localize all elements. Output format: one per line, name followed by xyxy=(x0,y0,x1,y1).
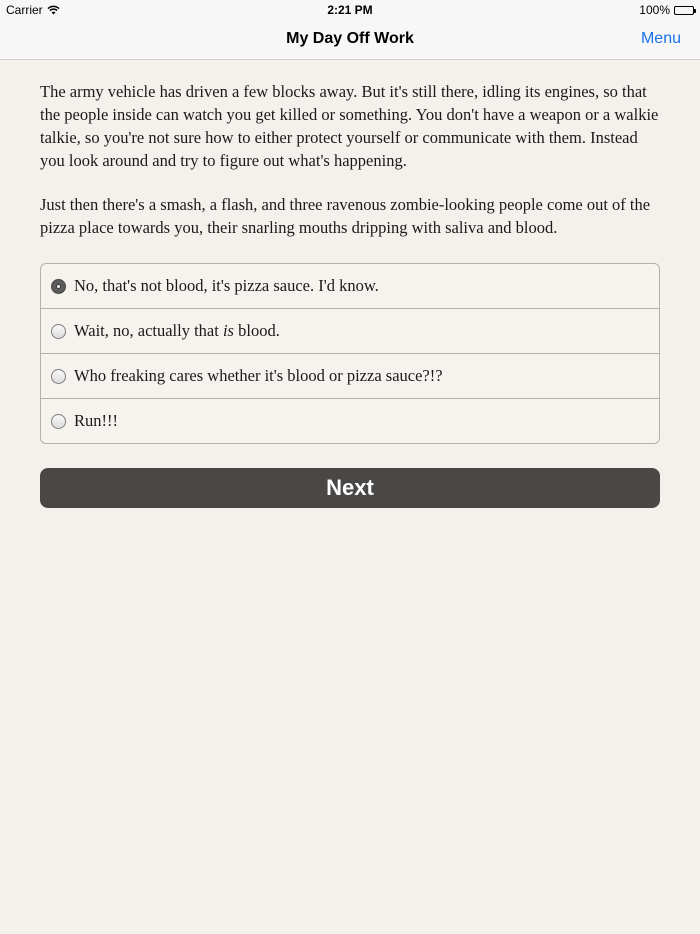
main-content xyxy=(40,80,660,508)
choice-label: Wait, no, actually that is blood. xyxy=(74,321,280,340)
battery-icon xyxy=(674,6,694,15)
choice-label: No, that's not blood, it's pizza sauce. I'd know. xyxy=(74,276,379,295)
page-title: My Day Off Work xyxy=(286,30,414,47)
choice-label: Who freaking cares whether it's blood or pizza sauce?!? xyxy=(74,366,443,385)
carrier-label: Carrier xyxy=(6,3,43,17)
choice-option[interactable] xyxy=(41,399,659,443)
menu-button[interactable]: Menu xyxy=(640,30,681,47)
story-paragraph: Just then there's a smash, a flash, and three ravenous zombie-looking people come out of the pizza place towards you, their snarling mouths dripping with saliva and blood. xyxy=(40,195,651,237)
choice-label: Run!!! xyxy=(74,411,118,430)
clock: 2:21 PM xyxy=(327,3,373,17)
choice-emphasis: is xyxy=(222,321,234,340)
battery-indicator xyxy=(639,3,694,17)
choice-option[interactable] xyxy=(41,309,659,354)
battery-percent: 100% xyxy=(639,3,670,17)
choice-option[interactable] xyxy=(41,264,659,309)
next-button[interactable]: Next xyxy=(40,468,660,508)
radio-icon[interactable] xyxy=(51,414,66,429)
story-paragraph: The army vehicle has driven a few blocks away. But it's still there, idling its engines, so that the people inside can watch you get killed or something. You don't have a weapon or a walkie talkie, so you're not sure how to either protect yourself or communicate with them. Instead you look around and try to figure out what's happening. xyxy=(40,82,659,170)
radio-icon[interactable] xyxy=(51,324,66,339)
choice-list xyxy=(40,263,660,444)
choice-option[interactable] xyxy=(41,354,659,399)
status-bar xyxy=(0,0,700,20)
navigation-bar xyxy=(0,20,700,60)
radio-icon[interactable] xyxy=(51,369,66,384)
radio-selected-icon[interactable] xyxy=(51,279,66,294)
story-text xyxy=(40,80,660,239)
